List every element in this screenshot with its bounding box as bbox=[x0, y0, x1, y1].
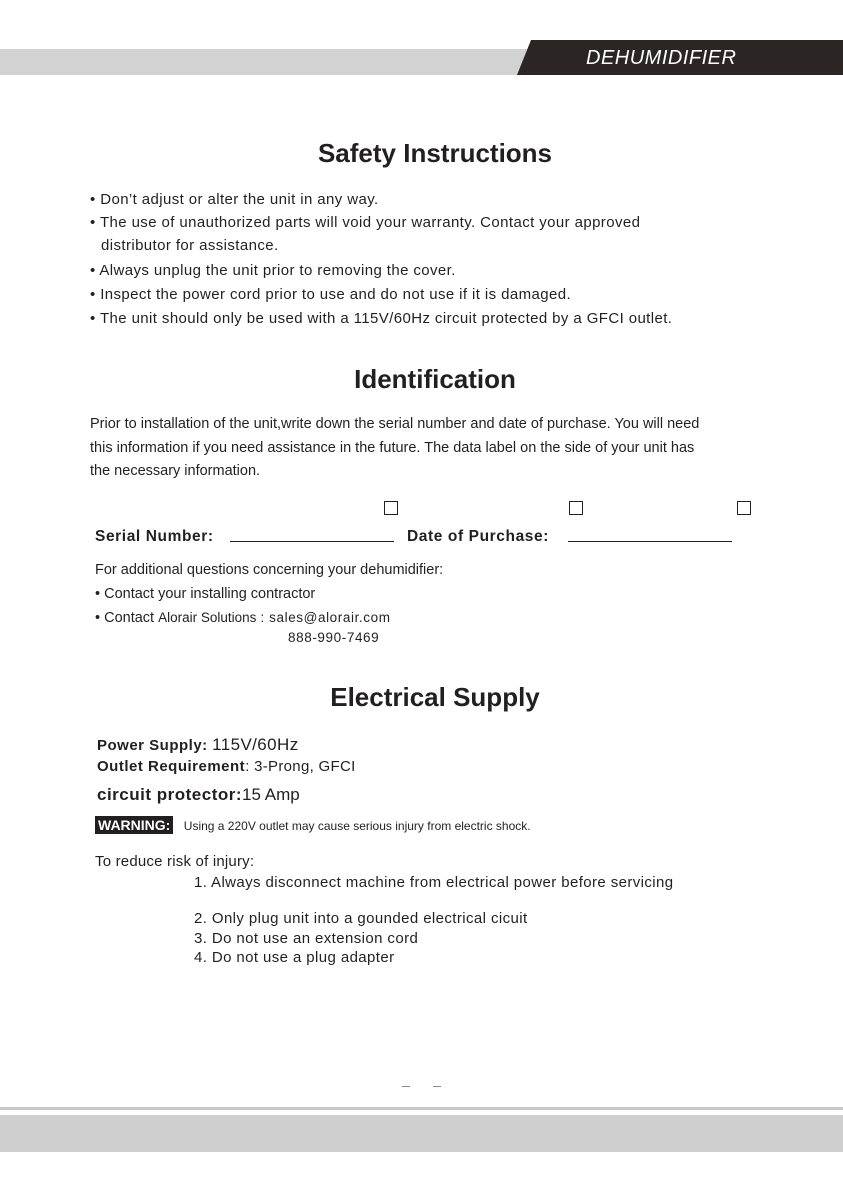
date-of-purchase-field[interactable] bbox=[568, 541, 732, 542]
header-product-name: DEHUMIDIFIER bbox=[586, 47, 737, 69]
identification-paragraph-line: the necessary information. bbox=[90, 463, 261, 479]
outlet-row bbox=[97, 758, 356, 775]
footer-rule bbox=[0, 1107, 843, 1110]
identification-paragraph-line: this information if you need assistance in the future. The data label on the side of your unit has bbox=[90, 440, 695, 456]
checkbox[interactable] bbox=[384, 501, 398, 515]
page-number-mark bbox=[433, 1086, 441, 1087]
identification-title: Identification bbox=[354, 364, 516, 394]
safety-step: 3. Do not use an extension cord bbox=[194, 930, 419, 947]
protector-value: 15 Amp bbox=[242, 785, 300, 804]
safety-step: 4. Do not use a plug adapter bbox=[194, 949, 395, 966]
safety-step: 2. Only plug unit into a gounded electrical cicuit bbox=[194, 910, 528, 927]
contact-email: : sales@alorair.com bbox=[260, 610, 391, 625]
page-number-mark bbox=[402, 1086, 410, 1087]
checkbox[interactable] bbox=[569, 501, 583, 515]
contact-installer: • Contact your installing contractor bbox=[95, 586, 316, 602]
safety-title: Safety Instructions bbox=[317, 138, 553, 168]
electrical-title: Electrical Supply bbox=[330, 682, 540, 712]
company-name: Alorair Solutions bbox=[158, 610, 257, 625]
safety-line: • Always unplug the unit prior to removing the cover. bbox=[90, 262, 456, 279]
identification-paragraph-line: Prior to installation of the unit,write down the serial number and date of purchase. You will need bbox=[90, 416, 700, 432]
outlet-label: Outlet Requirement bbox=[97, 758, 246, 775]
power-supply-label: Power Supply: bbox=[97, 737, 208, 754]
outlet-value: : 3-Prong, GFCI bbox=[245, 758, 356, 775]
power-supply-row bbox=[97, 735, 299, 755]
power-supply-value: 115V/60Hz bbox=[212, 735, 299, 754]
checkbox[interactable] bbox=[737, 501, 751, 515]
safety-step: 1. Always disconnect machine from electrical power before servicing bbox=[194, 874, 674, 891]
reduce-risk-intro: To reduce risk of injury: bbox=[95, 853, 255, 870]
contact-line bbox=[95, 608, 391, 628]
serial-number-field[interactable] bbox=[230, 541, 394, 542]
safety-line: distributor for assistance. bbox=[101, 237, 279, 254]
questions-intro: For additional questions concerning your dehumidifier: bbox=[95, 562, 444, 578]
protector-label: circuit protector: bbox=[97, 785, 243, 804]
serial-number-label: Serial Number: bbox=[95, 528, 214, 545]
warning-badge: WARNING: bbox=[95, 816, 173, 834]
warning-row bbox=[95, 817, 531, 835]
contact-phone: 888-990-7469 bbox=[288, 630, 380, 645]
protector-row bbox=[97, 785, 300, 805]
date-of-purchase-label: Date of Purchase: bbox=[407, 528, 549, 545]
safety-line: • Don’t adjust or alter the unit in any way. bbox=[90, 191, 379, 208]
safety-line: • The use of unauthorized parts will void your warranty. Contact your approved bbox=[90, 214, 641, 231]
safety-line: • Inspect the power cord prior to use and do not use if it is damaged. bbox=[90, 286, 572, 303]
safety-line: • The unit should only be used with a 115V/60Hz circuit protected by a GFCI outlet. bbox=[90, 310, 673, 327]
footer-band bbox=[0, 1115, 843, 1152]
contact-prefix: • Contact bbox=[95, 610, 155, 626]
warning-text: Using a 220V outlet may cause serious injury from electric shock. bbox=[183, 819, 531, 833]
